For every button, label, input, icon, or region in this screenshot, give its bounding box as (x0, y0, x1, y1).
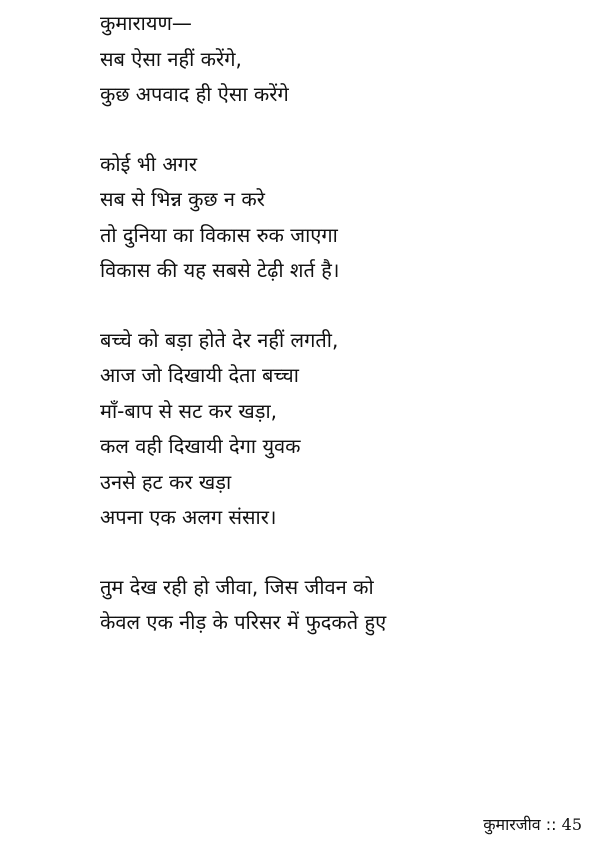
poem-line: विकास की यह सबसे टेढ़ी शर्त है। (100, 258, 340, 282)
poem-line: अपना एक अलग संसार। (100, 505, 277, 529)
poem-line: केवल एक नीड़ के परिसर में फुदकते हुए (100, 610, 387, 634)
poem-line: कल वही दिखायी देगा युवक (100, 434, 301, 458)
poem-line: उनसे हट कर खड़ा (100, 469, 232, 494)
stanza-4 (100, 570, 560, 641)
poem-line: कुमारायण— (100, 11, 192, 35)
poem-line: कोई भी अगर (100, 151, 198, 176)
poem-body (100, 6, 560, 675)
poem-line: बच्चे को बड़ा होते देर नहीं लगती, (100, 327, 339, 352)
poem-line: माँ-बाप से सट कर खड़ा, (100, 398, 278, 423)
stanza-1 (100, 6, 560, 113)
stanza-2 (100, 147, 560, 289)
poem-line: तुम देख रही हो जीवा, जिस जीवन को (100, 574, 374, 599)
page-number: 45 (561, 815, 582, 834)
poem-line: सब से भिन्न कुछ न करे (100, 187, 265, 211)
stanza-3 (100, 323, 560, 536)
poem-line: आज जो दिखायी देता बच्चा (100, 363, 299, 387)
running-title: कुमारजीव :: (483, 815, 557, 834)
poem-line: कुछ अपवाद ही ऐसा करेंगे (100, 82, 289, 106)
poem-line: तो दुनिया का विकास रुक जाएगा (100, 222, 338, 247)
poem-line: सब ऐसा नहीं करेंगे, (100, 46, 242, 71)
page-footer (483, 815, 582, 835)
